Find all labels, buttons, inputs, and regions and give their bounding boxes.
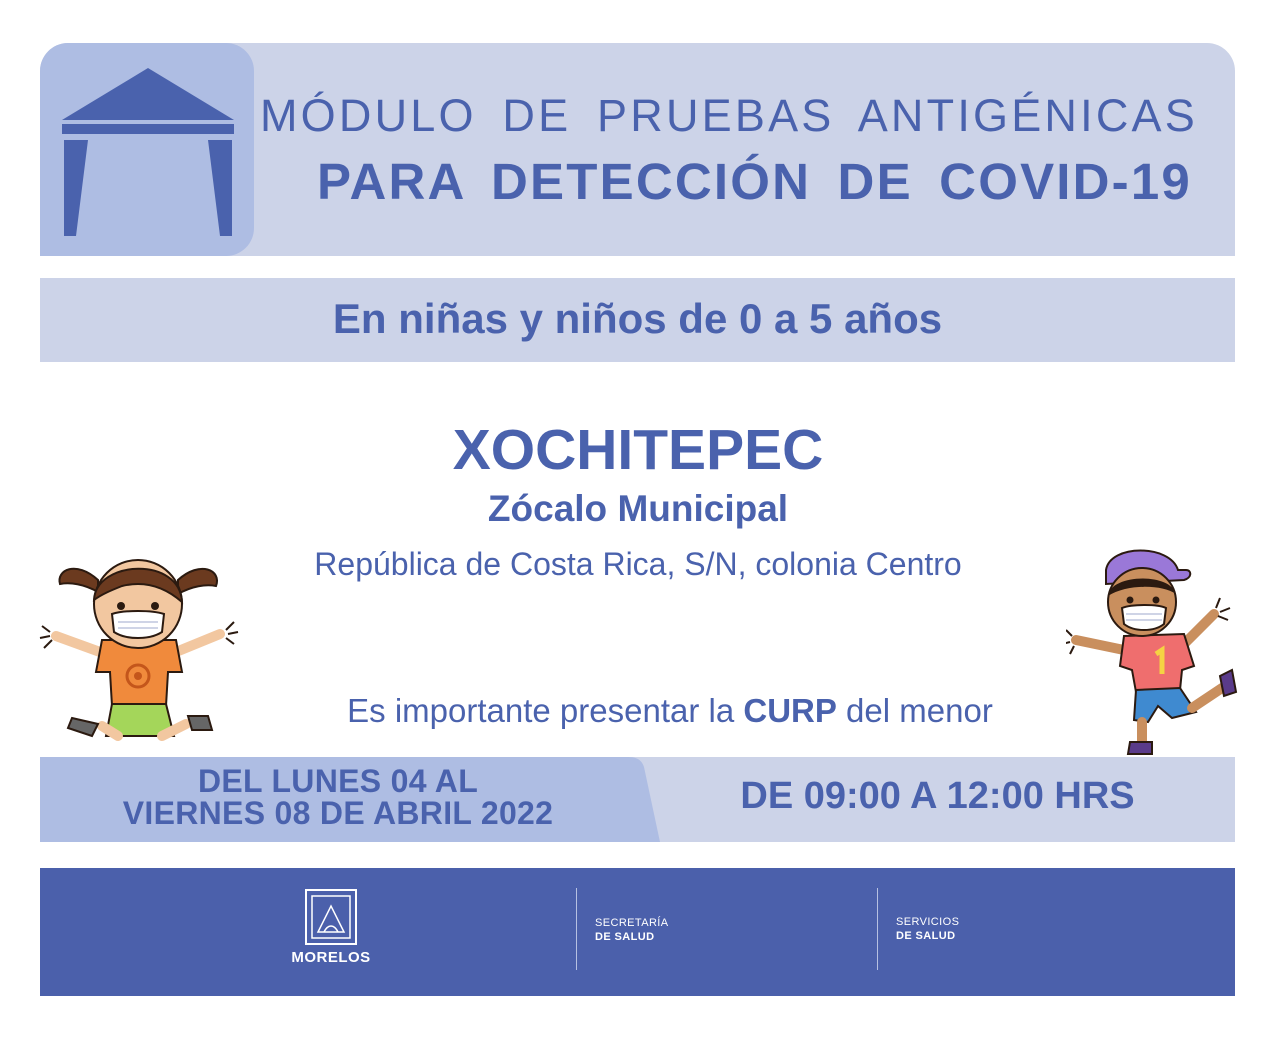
- note-prefix: Es importante presentar la: [347, 692, 744, 729]
- footer-divider: [877, 888, 878, 970]
- org1-line-1: SECRETARÍA: [595, 917, 669, 929]
- secretaria-salud-label: [595, 916, 795, 946]
- date-line-1: DEL LUNES 04 AL: [197, 763, 479, 799]
- org2-line-2: DE SALUD: [896, 930, 956, 942]
- date-range: [56, 765, 620, 835]
- address-text: República de Costa Rica, S/N, colonia Centro: [314, 546, 962, 582]
- tent-icon: [56, 60, 240, 244]
- audience-text: En niñas y niños de 0 a 5 años: [332, 295, 943, 342]
- footer-divider: [576, 888, 577, 970]
- place-name: Zócalo Municipal: [487, 488, 789, 529]
- servicios-salud-label: [896, 915, 1096, 945]
- curp-note: [200, 690, 1140, 732]
- city-name: XOCHITEPEC: [452, 418, 824, 482]
- note-emphasis: CURP: [743, 692, 837, 729]
- note-suffix: del menor: [836, 692, 993, 729]
- org1-line-2: DE SALUD: [595, 931, 655, 943]
- time-range: DE 09:00 A 12:00 HRS: [740, 775, 1135, 817]
- title-line-2: PARA DETECCIÓN DE COVID-19: [317, 153, 1192, 210]
- state-name: MORELOS: [291, 949, 371, 966]
- date-line-2: VIERNES 08 DE ABRIL 2022: [122, 795, 554, 831]
- state-seal-icon: [304, 888, 358, 946]
- org2-line-1: SERVICIOS: [896, 916, 960, 928]
- title-line-1: MÓDULO DE PRUEBAS ANTIGÉNICAS: [260, 90, 1198, 141]
